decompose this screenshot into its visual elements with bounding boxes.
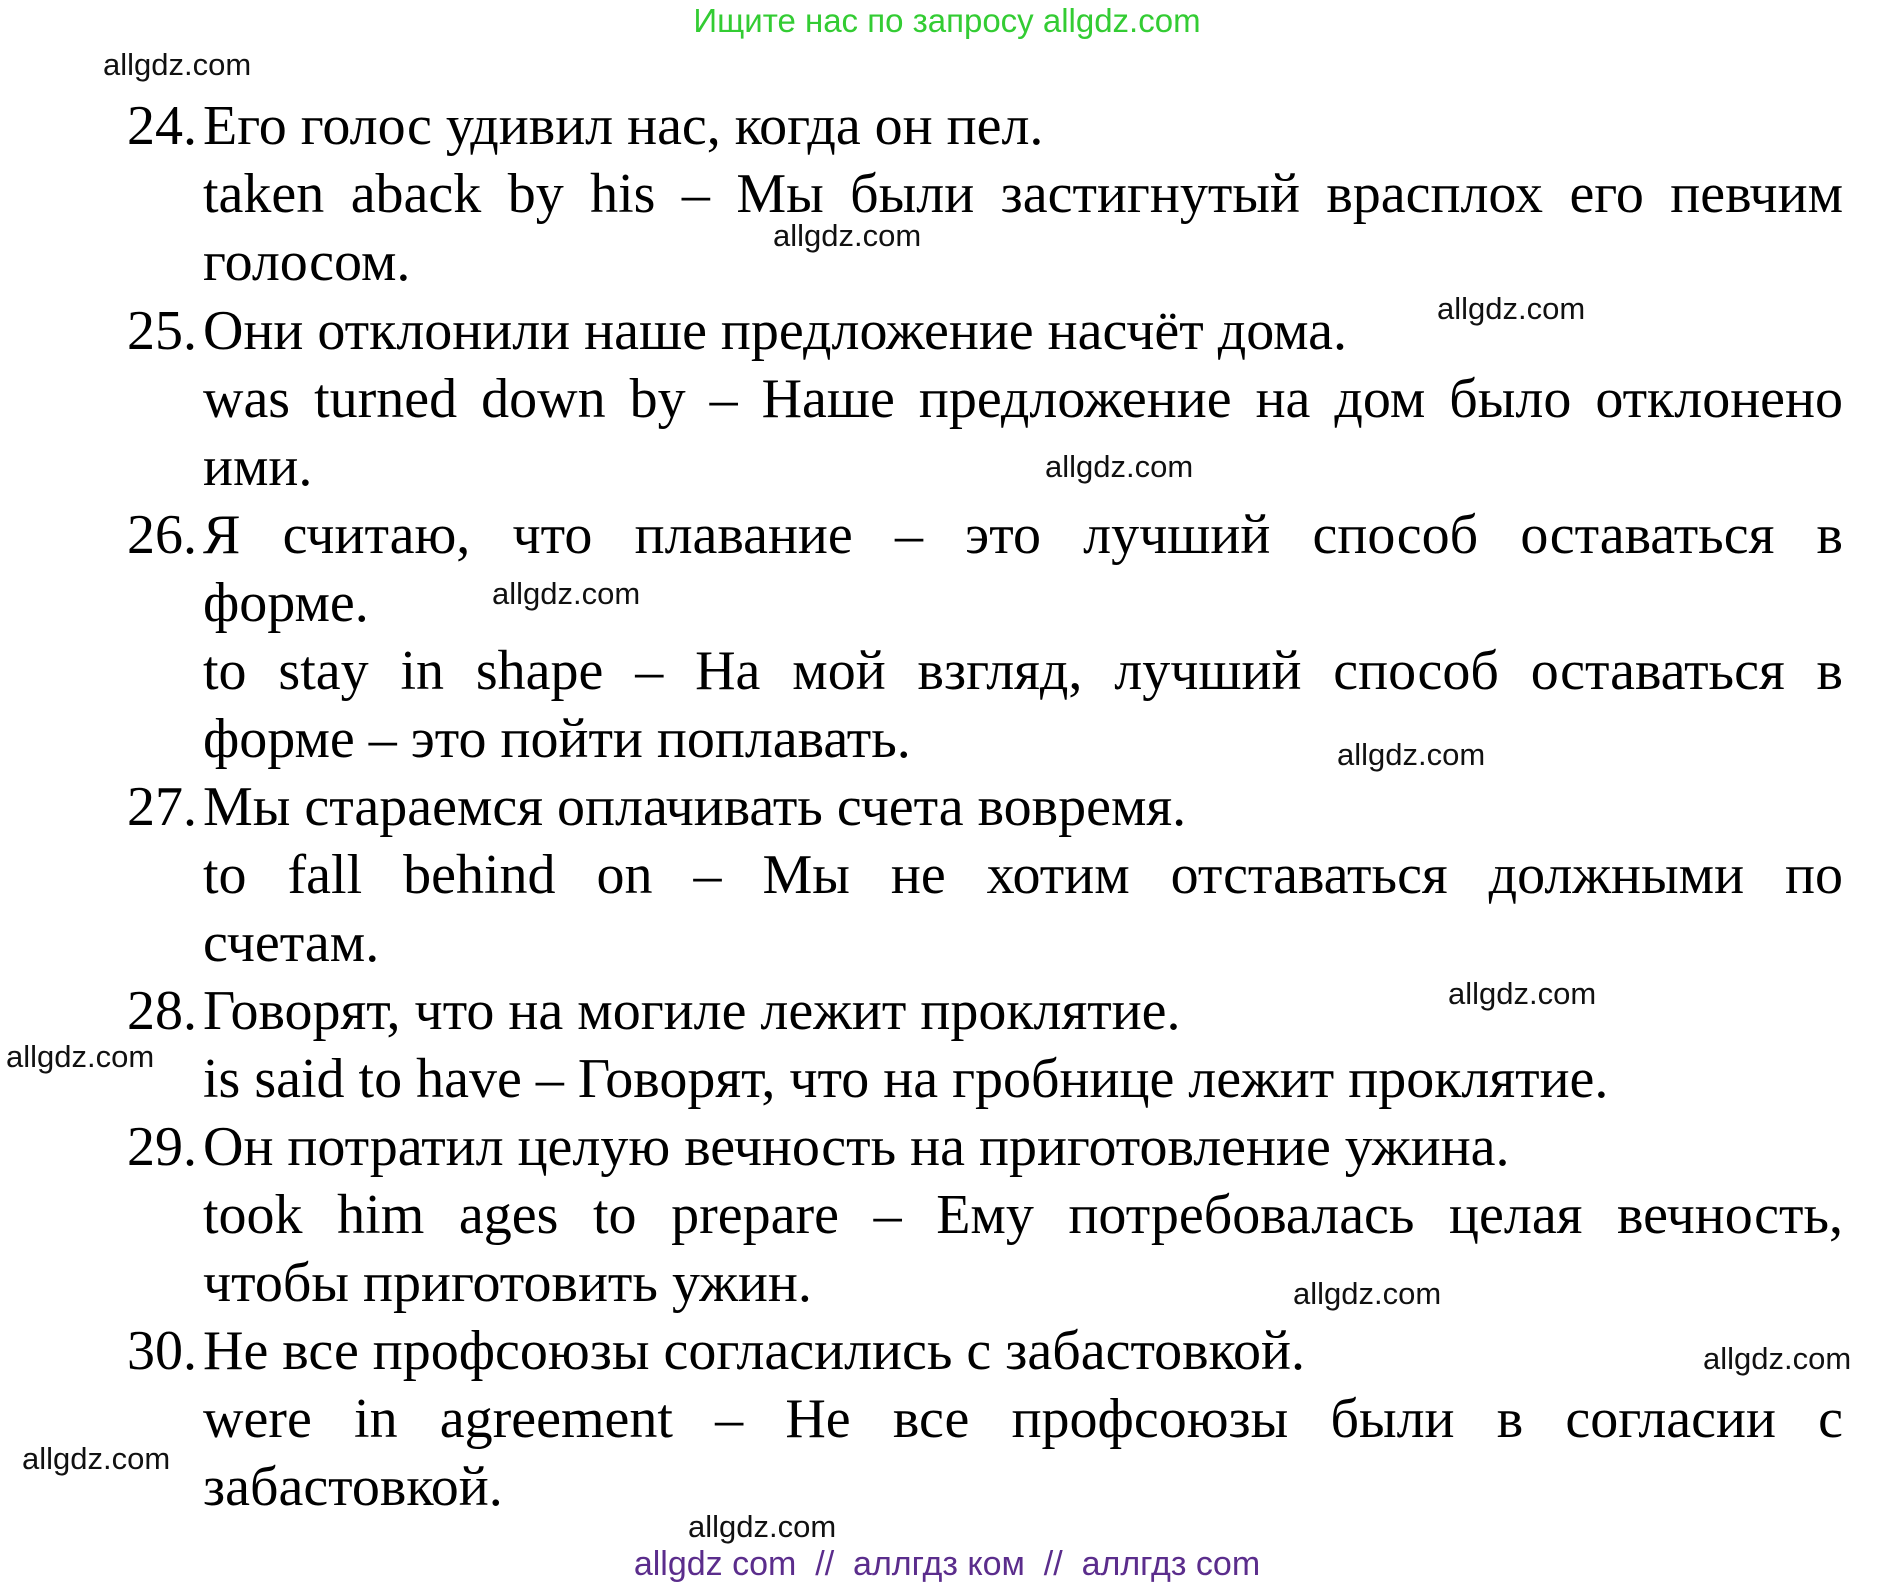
item-number: 27. [127, 776, 197, 838]
english-answer-line: took him ages to prepare – Ему потребовалась целая вечность, [203, 1184, 1843, 1246]
english-answer-line: is said to have – Говорят, что на гробнице лежит проклятие. [203, 1048, 1609, 1110]
russian-sentence: Они отклонили наше предложение насчёт дома. [203, 300, 1348, 362]
watermark: allgdz.com [773, 218, 922, 253]
watermark: allgdz.com [22, 1441, 171, 1476]
watermark: allgdz.com [1448, 976, 1597, 1011]
russian-sentence: Я считаю, что плавание – это лучший способ оставаться в [203, 504, 1843, 566]
item-number: 26. [127, 504, 197, 566]
english-answer-line: taken aback by his – Мы были застигнутый врасплох его певчим [203, 163, 1843, 225]
english-answer-line: голосом. [203, 231, 411, 293]
english-answer-line: ими. [203, 436, 313, 498]
russian-sentence: Мы стараемся оплачивать счета вовремя. [203, 776, 1187, 838]
item-number: 28. [127, 980, 197, 1042]
english-answer-line: to stay in shape – На мой взгляд, лучший способ оставаться в [203, 640, 1843, 702]
english-answer-line: чтобы приготовить ужин. [203, 1252, 812, 1314]
english-answer-line: счетам. [203, 912, 380, 974]
site-footer: allgdz com // аллгдз ком // аллгдз com [633, 1545, 1261, 1583]
item-number: 25. [127, 300, 197, 362]
site-banner: Ищите нас по запросу allgdz.com [693, 2, 1201, 39]
russian-sentence: Его голос удивил нас, когда он пел. [203, 95, 1044, 157]
russian-sentence: Он потратил целую вечность на приготовление ужина. [203, 1116, 1510, 1178]
russian-sentence-line: форме. [203, 572, 369, 634]
russian-sentence: Говорят, что на могиле лежит проклятие. [203, 980, 1181, 1042]
watermark: allgdz.com [6, 1039, 155, 1074]
watermark: allgdz.com [688, 1509, 837, 1544]
watermark: allgdz.com [1337, 737, 1486, 772]
russian-sentence: Не все профсоюзы согласились с забастовкой. [203, 1320, 1305, 1382]
english-answer-line: to fall behind on – Мы не хотим отставаться должными по [203, 844, 1843, 906]
english-answer-line: форме – это пойти поплавать. [203, 708, 911, 770]
watermark: allgdz.com [1437, 291, 1586, 326]
english-answer-line: were in agreement – Не все профсоюзы были в согласии с [203, 1388, 1843, 1450]
watermark: allgdz.com [1045, 449, 1194, 484]
watermark: allgdz.com [1703, 1341, 1852, 1376]
watermark: allgdz.com [492, 576, 641, 611]
watermark: allgdz.com [1293, 1276, 1442, 1311]
item-number: 29. [127, 1116, 197, 1178]
watermark: allgdz.com [103, 47, 252, 82]
english-answer-line: was turned down by – Наше предложение на дом было отклонено [203, 368, 1843, 430]
item-number: 24. [127, 95, 197, 157]
item-number: 30. [127, 1320, 197, 1382]
english-answer-line: забастовкой. [203, 1456, 503, 1518]
